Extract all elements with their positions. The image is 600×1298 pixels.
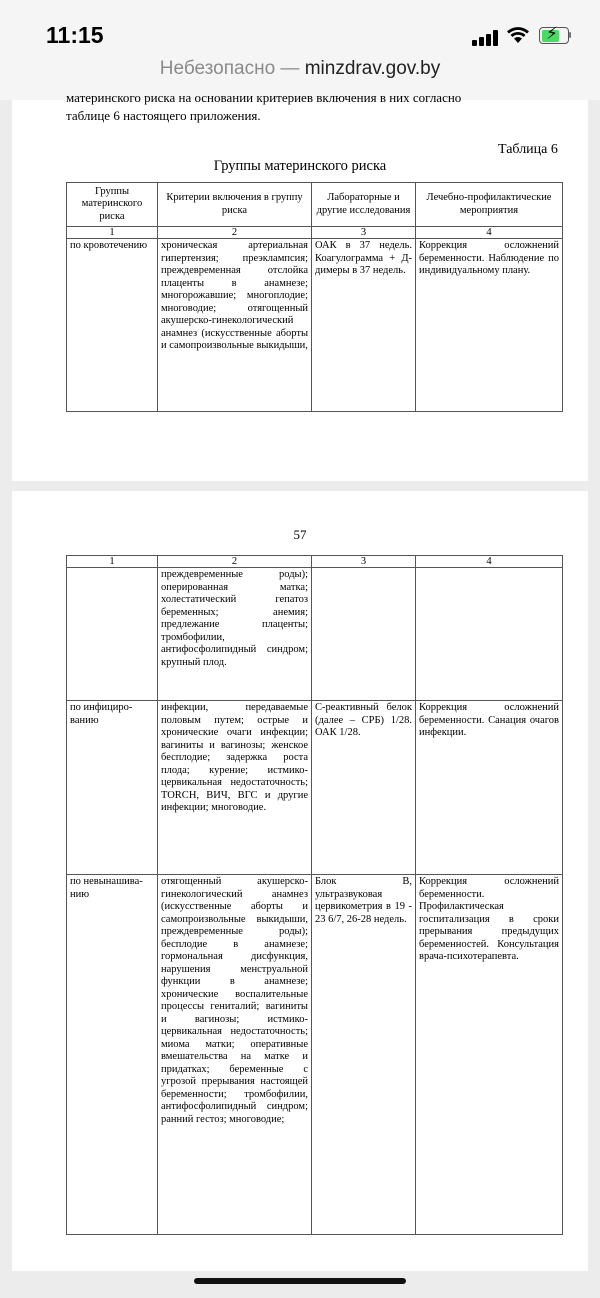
group-name bbox=[67, 568, 158, 701]
col-number: 3 bbox=[312, 556, 416, 568]
document-page-1 bbox=[12, 90, 588, 481]
col-number: 1 bbox=[67, 227, 158, 239]
header-groups: Группы материнского риска bbox=[67, 183, 158, 227]
header-measures: Лечебно-профилактические мероприятия bbox=[416, 183, 563, 227]
risk-groups-table-continued bbox=[66, 555, 563, 1235]
page-number: 57 bbox=[293, 527, 307, 542]
col-number: 2 bbox=[158, 556, 312, 568]
lab-cell: Блок В, ультразвуковая цервикометрия в 19 - 23 6/7, 26-28 недель. bbox=[312, 875, 416, 1235]
cellular-signal-icon bbox=[472, 28, 500, 46]
table-row bbox=[67, 568, 563, 701]
header-criteria: Критерии включения в группу риска bbox=[158, 183, 312, 227]
col-number: 2 bbox=[158, 227, 312, 239]
header-lab: Лабораторные и другие исследования bbox=[312, 183, 416, 227]
battery-icon: ⚡ bbox=[539, 27, 569, 44]
battery-cap bbox=[569, 32, 571, 38]
lab-cell bbox=[312, 568, 416, 701]
table-row bbox=[67, 701, 563, 875]
lab-cell: ОАК в 37 недель. Коагулограмма + Д-димеры в 37 недель. bbox=[312, 239, 416, 412]
col-number: 4 bbox=[416, 227, 563, 239]
status-bar bbox=[0, 0, 600, 58]
table-row bbox=[67, 875, 563, 1235]
home-indicator[interactable] bbox=[194, 1278, 406, 1284]
group-name: по инфициро-ванию bbox=[67, 701, 158, 875]
criteria-cell: хроническая артериальная гипертензия; преэклампсия; преждевременная отслойка плаценты в анамнезе; многорожавшие; многоплодие; многоводие; отягощенный акушерско-гинекологический анамнез (искусственные аборты и самопроизвольные выкидыши, bbox=[158, 239, 312, 412]
measures-cell: Коррекция осложнений беременности. Санация очагов инфекции. bbox=[416, 701, 563, 875]
document-page-2 bbox=[12, 491, 588, 1271]
status-time: 11:15 bbox=[46, 22, 104, 48]
group-name: по невынашива-нию bbox=[67, 875, 158, 1235]
insecure-label: Небезопасно — bbox=[159, 58, 300, 79]
table-row bbox=[67, 239, 563, 412]
col-number: 4 bbox=[416, 556, 563, 568]
lab-cell: С-реактивный белок (далее – СРБ) 1/28. ОАК 1/28. bbox=[312, 701, 416, 875]
table-title: Группы материнского риска bbox=[213, 158, 387, 174]
measures-cell bbox=[416, 568, 563, 701]
wifi-icon bbox=[506, 26, 530, 44]
criteria-cell: инфекции, передаваемые половым путем; острые и хронические очаги инфекции; вагиниты и вагинозы; женское бесплодие; задержка роста плода; курение; истмико-цервикальная недостаточность; TORCH, ВИЧ, ВГС и другие инфекции; многоводие. bbox=[158, 701, 312, 875]
measures-cell: Коррекция осложнений беременности. Наблюдение по индивидуальному плану. bbox=[416, 239, 563, 412]
risk-groups-table bbox=[66, 182, 563, 412]
criteria-cell: преждевременные роды); оперированная матка; холестатический гепатоз беременных; анемия; предлежание плаценты; тромбофилии, антифосфолипидный синдром; крупный плод. bbox=[158, 568, 312, 701]
table-number: Таблица 6 bbox=[498, 142, 558, 157]
measures-cell: Коррекция осложнений беременности. Профилактическая госпитализация в сроки прерывания предыдущих беременностей. Консультация врача-психотерапевта. bbox=[416, 875, 563, 1235]
col-number: 3 bbox=[312, 227, 416, 239]
col-number: 1 bbox=[67, 556, 158, 568]
group-name: по кровотечению bbox=[67, 239, 158, 412]
criteria-cell: отягощенный акушерско-гинекологический анамнез (искусственные аборты и самопроизвольные выкидыши, преждевременные роды); бесплодие в анамнезе; гормональная дисфункция, нарушения менструальной функции в анамнезе; хронические воспалительные процессы гениталий; вагиниты и вагинозы; истмико-цервикальная недостаточность; миома матки; оперативные вмешательства на матке и придатках; беременные с угрозой прерывания настоящей беременности; тромбофилии, антифосфолипидный синдром; ранний гестоз; многоводие; bbox=[158, 875, 312, 1235]
url-domain: minzdrav.gov.by bbox=[304, 58, 441, 79]
cut-off-text-line: материнского риска на основании критериев включения в них согласно bbox=[66, 90, 462, 105]
intro-line: таблице 6 настоящего приложения. bbox=[66, 108, 261, 123]
